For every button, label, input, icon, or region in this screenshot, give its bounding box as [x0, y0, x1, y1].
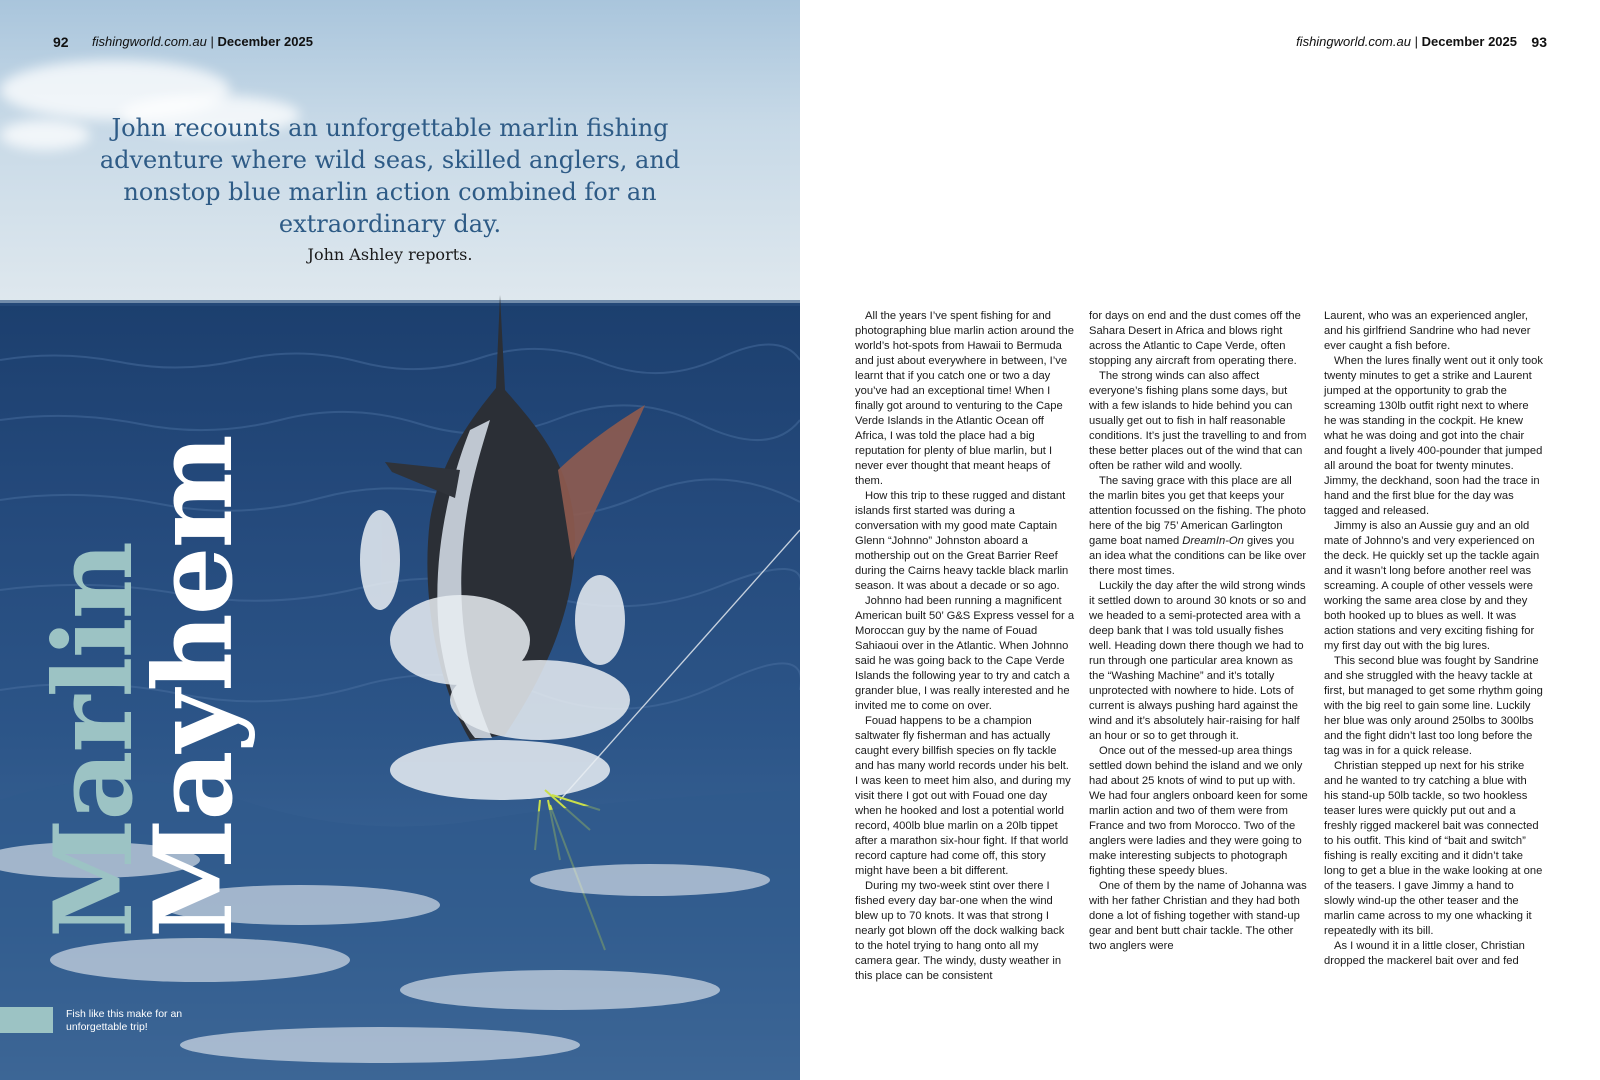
boat-name: DreamIn-On	[1182, 535, 1244, 547]
paragraph: When the lures finally went out it only took twenty minutes to get a strike and Laurent jumped at the opportunity to grab the screaming 130lb outfit right next to where he was standing in the cockpit. He knew what he was doing and got into the chair and fought a lively 400-pounder that jumped all around the boat for twenty minutes. Jimmy, the deckhand, soon had the trace in hand and the first blue for the day was tagged and released.	[1324, 355, 1543, 517]
paragraph: Christian stepped up next for his strike and he wanted to try catching a blue with his stand-up 50lb tackle, so two hookless teaser lures were quickly put out and a freshly rigged mackerel bait was connected to his outfit. This kind of “bait and switch” fishing is really exciting and it didn’t take long to get a blue in the wake looking at one of the teasers. I gave Jimmy a hand to slowly wind-up the other teaser and the marlin came across to my one whacking it repeatedly with its bill.	[1324, 760, 1543, 937]
page-header	[92, 34, 313, 49]
header-date: December 2025	[217, 34, 313, 49]
header-separator: |	[1414, 34, 1418, 49]
paragraph: Johnno had been running a magnificent American built 50’ G&S Express vessel for a Moroccan guy by the name of Fouad Sahiaoui over in the Atlantic. When Johnno said he was going back to the Cape Verde Islands the following year to try and catch a grander blue, I was really interested and he invited me to come on over.	[855, 595, 1075, 712]
article-byline: John Ashley reports.	[307, 245, 473, 264]
header-site: fishingworld.com.au	[1296, 34, 1411, 49]
paragraph: All the years I’ve spent fishing for and photographing blue marlin action around the world’s hot-spots from Hawaii to Bermuda and just about everywhere in between, I’ve learnt that if you catch one or two a day you’ve had an exceptional time! When I finally got around to venturing to the Cape Verde Islands in the Atlantic Ocean off Africa, I was told the place had a big reputation for plenty of blue marlin, but I never ever thought that meant heaps of them.	[855, 310, 1074, 487]
header-separator: |	[210, 34, 214, 49]
paragraph: for days on end and the dust comes off the Sahara Desert in Africa and blows right across the Atlantic to Cape Verde, often stopping any aircraft from operating there.	[1089, 310, 1301, 367]
article-title	[31, 410, 257, 940]
article-column-2	[1089, 309, 1309, 954]
paragraph: During my two-week stint over there I fished every day bar-one when the wind blew up to 70 knots. It was that strong I nearly got blown off the dock walking back to the hotel trying to hang onto all my camera gear. The windy, dusty weather in this place can be consistent	[855, 880, 1065, 982]
paragraph: Once out of the messed-up area things settled down behind the island and we only had about 25 knots of wind to put up with. We had four anglers onboard keen for some marlin action and two of them were from France and two from Morocco. Two of the anglers were ladies and they were going to make interesting subjects to photograph fighting these speedy blues.	[1089, 745, 1308, 877]
paragraph: Luckily the day after the wild strong winds it settled down to around 30 knots or so and we headed to a semi-protected area with a deep bank that I was told usually fishes well. Heading down there though we had to run through one particular area known as the “Washing Machine” and it’s totally unprotected with nowhere to hide. Lots of current is always pushing hard against the wind and it’s absolutely hair-raising for half an hour or so to get through it.	[1089, 580, 1307, 742]
header-site: fishingworld.com.au	[92, 34, 207, 49]
paragraph: One of them by the name of Johanna was with her father Christian and they had both done a lot of fishing together with stand-up gear and bent butt chair tackle. The other two anglers were	[1089, 880, 1307, 952]
text-run: The saving grace with this place are all the marlin bites you get that keeps your attention focussed on the fishing. The photo here of the big 75’ American Garlington game boat named	[1089, 475, 1306, 547]
title-word-mayhem: Mayhem	[131, 436, 257, 938]
article-deck: John recounts an unforgettable marlin fishing adventure where wild seas, skilled anglers, and nonstop blue marlin action combined for an extraordinary day.	[99, 114, 681, 238]
article-column-3	[1324, 309, 1544, 969]
paragraph: The strong winds can also affect everyone’s fishing plans some days, but with a few islands to hide behind you can usually get out to fish in half reasonable conditions. It’s just the travelling to and from these better places out of the wind that can often be rather wild and woolly.	[1089, 370, 1307, 472]
article-column-1	[855, 309, 1075, 984]
paragraph: How this trip to these rugged and distant islands first started was during a conversation with my good mate Captain Glenn “Johnno” Johnston aboard a mothership out on the Great Barrier Reef during the Cairns heavy tackle black marlin season. It was about a decade or so ago.	[855, 490, 1069, 592]
photo-caption: Fish like this make for an unforgettable trip!	[66, 1008, 183, 1033]
page-header-right	[1296, 34, 1517, 49]
caption-accent-bar	[0, 1007, 53, 1033]
title-word-marlin: Marlin	[31, 542, 157, 938]
paragraph: Jimmy is also an Aussie guy and an old mate of Johnno’s and very experienced on the deck. He quickly set up the tackle again and it wasn’t long before another reel was screaming. A couple of other vessels were working the same area close by and they both hooked up to blues as well. It was action stations and very exciting fishing for my first day out with the big lures.	[1324, 520, 1540, 652]
paragraph: This second blue was fought by Sandrine and she struggled with the heavy tackle at first, but managed to get some rhythm going with the big reel to gain some line. Luckily her blue was only around 250lbs to 300lbs and the fight didn’t last too long before the tag was in for a quick release.	[1324, 655, 1543, 757]
right-page-article	[800, 0, 1600, 1080]
page-number: 92	[53, 34, 69, 50]
paragraph: Fouad happens to be a champion saltwater fly fisherman and has actually caught every billfish species on fly tackle and has many world records under his belt. I was keen to meet him also, and during my visit there I got out with Fouad one day when he hooked and lost a potential world record, 400lb blue marlin on a 20lb tippet after a marathon six-hour fight. If that world record capture had come off, this story might have been a bit different.	[855, 715, 1071, 877]
paragraph: Laurent, who was an experienced angler, and his girlfriend Sandrine who had never ever caught a fish before.	[1324, 310, 1531, 352]
paragraph	[1089, 474, 1309, 579]
page-number: 93	[1531, 34, 1547, 50]
text-run: gives you an idea what the conditions can be like over there most times.	[1089, 535, 1307, 577]
paragraph: As I wound it in a little closer, Christian dropped the mackerel bait over and fed	[1324, 940, 1525, 967]
header-date: December 2025	[1421, 34, 1517, 49]
